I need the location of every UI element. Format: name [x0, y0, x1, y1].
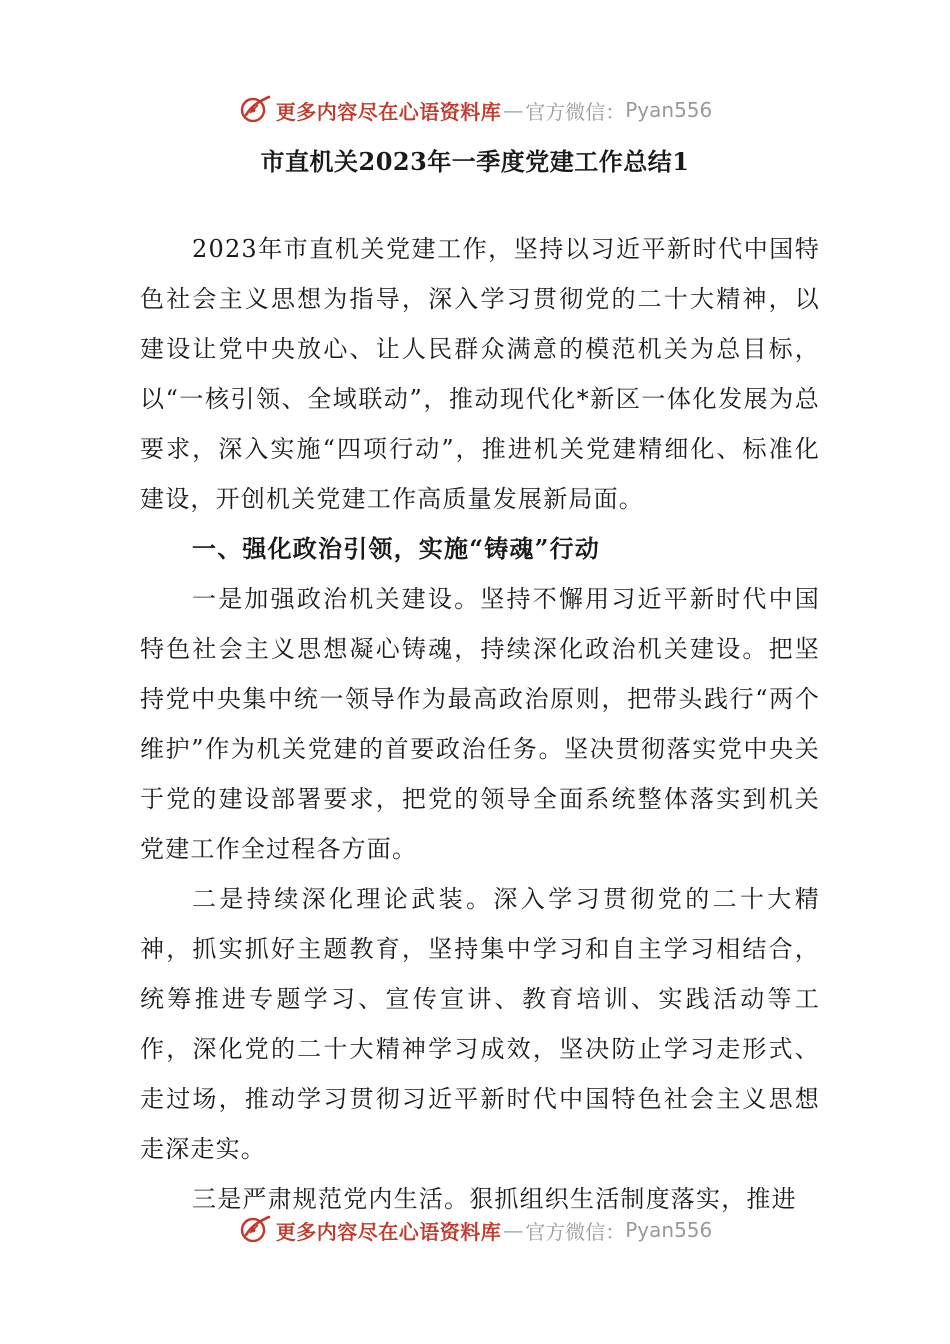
- watermark-banner-bottom: [0, 1208, 950, 1252]
- body-paragraph: 三是严肃规范党内生活。狠抓组织生活制度落实，推进: [192, 1185, 797, 1213]
- watermark-text: 更多内容尽在心语资料库: [275, 1219, 502, 1244]
- brand-logo-icon: [238, 93, 272, 127]
- body-paragraph: 一是加强政治机关建设。坚持不懈用习近平新时代中国特色社会主义思想凝心铸魂，持续深化政治机关建设。把坚持党中央集中统一领导作为最高政治原则，把带头践行“两个维护”作为机关党建的首要政治任务。坚决贯彻落实党中央关于党的建设部署要求，把党的领导全面系统整体落实到机关党建工作全过程各方面。: [140, 585, 820, 863]
- body-paragraph: 二是持续深化理论武装。深入学习贯彻党的二十大精神，抓实抓好主题教育，坚持集中学习和自主学习相结合，统筹推进专题学习、宣传宣讲、教育培训、实践活动等工作，深化党的二十大精神学习成效，坚决防止学习走形式、走过场，推动学习贯彻习近平新时代中国特色社会主义思想走深走实。: [140, 885, 820, 1163]
- watermark-contact-id: Pyan556: [625, 98, 713, 122]
- watermark-contact-id: Pyan556: [625, 1218, 713, 1242]
- document-title: 市直机关2023年一季度党建工作总结1: [260, 147, 690, 176]
- watermark-contact-label: 官方微信：: [525, 1219, 626, 1244]
- section-heading: 一、强化政治引领，实施“铸魂”行动: [192, 534, 601, 563]
- watermark-separator: —: [503, 1218, 524, 1242]
- document-body: [140, 224, 820, 1224]
- watermark-separator: —: [503, 98, 524, 122]
- watermark-text: 更多内容尽在心语资料库: [275, 99, 502, 124]
- watermark-banner-top: [0, 88, 950, 132]
- watermark-contact-label: 官方微信：: [525, 99, 626, 124]
- brand-logo-icon: [238, 1213, 272, 1247]
- intro-paragraph: 2023年市直机关党建工作，坚持以习近平新时代中国特色社会主义思想为指导，深入学习贯彻党的二十大精神，以建设让党中央放心、让人民群众满意的模范机关为总目标，以“一核引领、全域联动”，推动现代化*新区一体化发展为总要求，深入实施“四项行动”，推进机关党建精细化、标准化建设，开创机关党建工作高质量发展新局面。: [140, 235, 820, 513]
